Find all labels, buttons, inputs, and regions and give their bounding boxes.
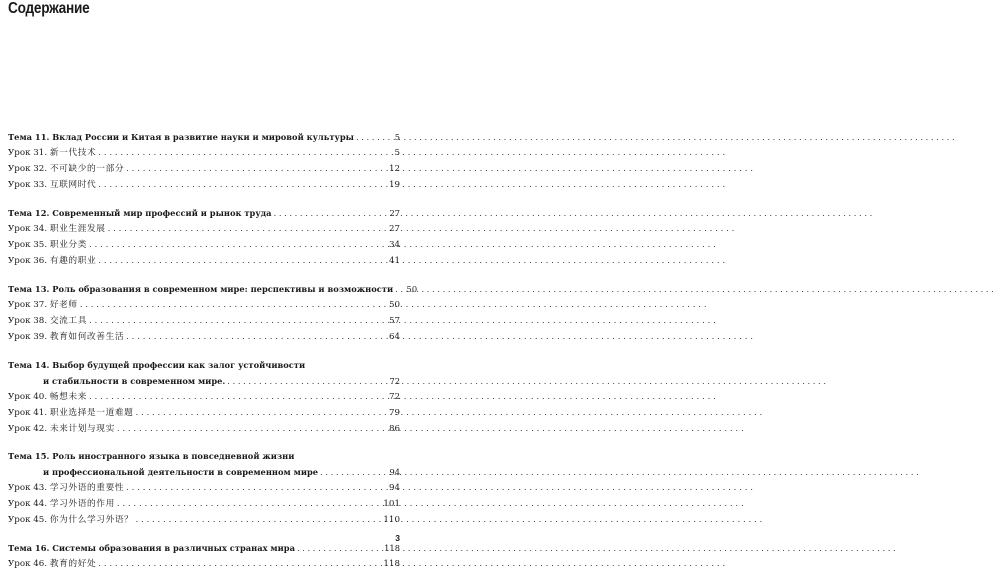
lesson-title: 你为什么学习外语？ [49,514,134,525]
dot-leader [98,253,386,269]
toc-section-13 [8,281,418,345]
lesson-entry[interactable] [8,313,400,329]
lesson-entry[interactable] [8,480,400,496]
lesson-entry[interactable] [8,145,400,161]
lesson-number: Урок 40. [8,391,48,402]
page-ref: 94 [389,466,400,477]
page-ref: 19 [388,180,400,190]
lesson-number: Урок 43. [8,482,48,493]
page-ref: 118 [384,542,400,553]
lesson-number: Урок 46. [8,558,48,569]
page-ref: 110 [383,514,400,525]
dot-leader [126,329,386,345]
lesson-number: Урок 31. [8,148,48,158]
section-heading[interactable] [8,540,400,556]
lesson-number: Урок 36. [8,256,48,267]
page-title: Содержание [8,0,90,17]
section-title-continued: и стабильности в современном мире. [43,375,226,386]
page-ref: 101 [383,498,400,509]
lesson-number: Урок 35. [8,240,48,251]
toc-section-12 [8,205,400,269]
lesson-entry[interactable] [8,161,400,177]
lesson-entry[interactable] [8,237,400,253]
page-ref: 5 [394,148,400,158]
lesson-entry[interactable] [8,253,400,269]
dot-leader [80,297,386,313]
dot-leader [117,421,386,437]
lesson-entry[interactable] [8,405,400,421]
page-ref: 72 [388,391,400,402]
section-title: Тема 13. Роль образования в современном мире: перспективы и возможности [8,284,394,295]
lesson-entry[interactable] [8,177,400,193]
lesson-title: 职业分类 [49,240,87,251]
lesson-number: Урок 44. [8,498,48,509]
lesson-title: 不可缺少的一部分 [49,164,125,174]
table-of-contents [8,129,418,584]
page-ref: 50 [406,284,418,295]
page-ref: 27 [389,208,400,219]
page-ref: 72 [389,375,400,386]
lesson-title: 教育如何改善生活 [49,332,125,343]
dot-leader [297,540,382,556]
toc-section-15 [8,449,400,528]
section-title: Тема 16. Системы образования в различных странах мира [8,542,295,553]
lesson-number: Урок 37. [8,300,48,311]
page-ref: 27 [388,224,400,235]
lesson-entry[interactable] [8,297,400,313]
dot-leader [98,556,381,572]
section-heading[interactable] [8,205,400,221]
lesson-title: 学习外语的作用 [49,498,115,509]
page-ref: 64 [388,332,400,343]
dot-leader [98,145,386,161]
lesson-title: 职业选择是一道难题 [49,407,134,418]
dot-leader [98,177,386,193]
lesson-entry[interactable] [8,496,400,512]
page-number: 3 [395,533,400,543]
dot-leader [320,464,386,480]
toc-section-16 [8,540,400,572]
lesson-number: Урок 32. [8,164,48,174]
lesson-entry[interactable] [8,556,400,572]
page-ref: 12 [388,164,400,174]
dot-leader [135,512,381,528]
lesson-title: 互联网时代 [49,180,97,190]
toc-section-11 [8,129,400,193]
lesson-number: Урок 42. [8,423,48,434]
section-heading[interactable] [8,129,400,145]
dot-leader [356,129,386,145]
lesson-entry[interactable] [8,512,400,528]
dot-leader [395,281,403,297]
lesson-title: 好老师 [49,300,78,311]
dot-leader [89,389,386,405]
dot-leader [135,405,386,421]
page-ref: 5 [394,132,400,142]
section-title: Тема 15. Роль иностранного языка в повседневной жизни [8,450,295,461]
lesson-entry[interactable] [8,221,400,237]
page-ref: 41 [388,256,400,267]
section-heading[interactable] [8,281,418,297]
dot-leader [89,313,386,329]
section-title: Тема 14. Выбор будущей профессии как залог устойчивости [8,359,306,370]
lesson-entry[interactable] [8,421,400,437]
dot-leader [126,480,386,496]
dot-leader [227,373,386,389]
dot-leader [108,221,386,237]
lesson-title: 学习外语的重要性 [49,482,125,493]
lesson-number: Урок 33. [8,180,48,190]
dot-leader [274,205,386,221]
lesson-title: 畅想未来 [49,391,87,402]
lesson-number: Урок 39. [8,332,48,343]
page-ref: 118 [383,558,400,569]
dot-leader [126,161,386,177]
section-title: Тема 11. Вклад России и Китая в развитие науки и мировой культуры [8,132,354,142]
section-title-continued: и профессиональной деятельности в современном мире [43,466,319,477]
lesson-number: Урок 41. [8,407,48,418]
lesson-number: Урок 45. [8,514,48,525]
toc-section-14 [8,358,400,437]
section-title: Тема 12. Современный мир профессий и рынок труда [8,208,272,219]
page-ref: 50 [388,300,400,311]
lesson-title: 教育的好处 [49,558,97,569]
dot-leader [89,237,386,253]
dot-leader [117,496,382,512]
lesson-title: 有趣的职业 [49,256,97,267]
lesson-number: Урок 34. [8,224,48,235]
page-ref: 34 [388,240,400,251]
lesson-title: 新一代技术 [49,148,97,158]
lesson-entry[interactable] [8,389,400,405]
section-heading[interactable] [8,449,400,480]
lesson-entry[interactable] [8,329,400,345]
lesson-number: Урок 38. [8,316,48,327]
lesson-title: 交流工具 [49,316,87,327]
page-ref: 57 [388,316,400,327]
section-heading[interactable] [8,358,400,389]
page-ref: 79 [388,407,400,418]
page-ref: 94 [388,482,400,493]
lesson-title: 未来计划与现实 [49,423,115,434]
page-ref: 86 [388,423,400,434]
lesson-title: 职业生涯发展 [49,224,106,235]
